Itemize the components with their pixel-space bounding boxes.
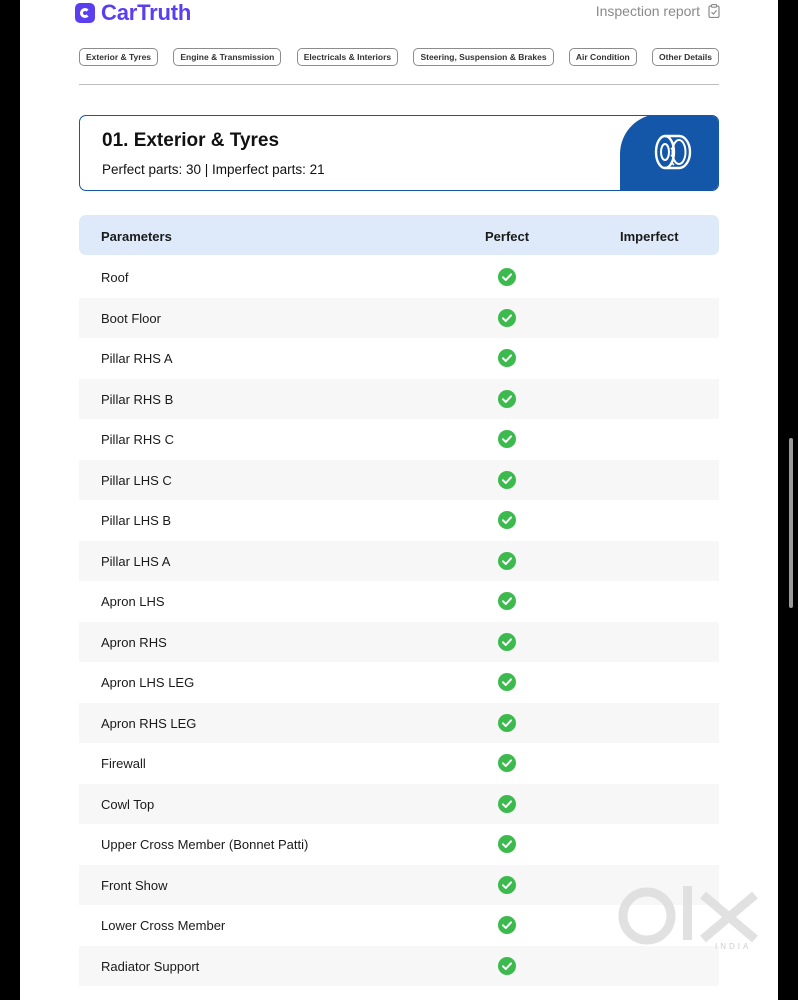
row-label: Apron RHS LEG [101,715,197,731]
check-circle-icon [498,876,516,894]
check-circle-icon [498,349,516,367]
column-header-perfect: Perfect [485,229,530,244]
row-label: Firewall [101,756,146,771]
table-row [79,703,719,744]
row-label: Pillar LHS A [101,553,171,569]
row-label: Apron RHS [101,634,167,650]
clipboard-icon [708,4,720,18]
brand-name: CarTruth [101,0,192,25]
section-header-card [79,115,719,191]
check-circle-icon [498,309,516,327]
row-label: Roof [101,270,129,285]
check-circle-icon [498,592,516,610]
divider [79,84,719,85]
table-row [79,298,719,339]
tab-exterior-tyres[interactable]: Exterior & Tyres [79,48,158,66]
inspection-report-label: Inspection report [595,3,700,19]
check-circle-icon [498,633,516,651]
table-row [79,338,719,379]
check-circle-icon [498,552,516,570]
column-header-parameters: Parameters [101,229,172,244]
brand[interactable] [75,0,191,26]
section-counts: Perfect parts: 30 | Imperfect parts: 21 [102,162,325,177]
row-label: Cowl Top [101,796,155,812]
table-row [79,379,719,420]
section-badge [620,115,719,191]
table-row [79,257,719,298]
row-label: Pillar RHS B [101,391,174,407]
check-circle-icon [498,754,516,772]
tab-engine-transmission[interactable]: Engine & Transmission [173,48,281,66]
inspection-report-link[interactable] [596,3,720,19]
row-label: Apron LHS LEG [101,675,195,690]
cartruth-logo-icon [75,3,95,23]
table-row [79,500,719,541]
table-row [79,622,719,663]
row-label: Lower Cross Member [101,918,226,933]
check-circle-icon [498,390,516,408]
check-circle-icon [498,673,516,691]
table-row [79,784,719,825]
check-circle-icon [498,916,516,934]
section-title: 01. Exterior & Tyres [102,130,280,151]
row-label: Apron LHS [101,594,165,609]
column-header-imperfect: Imperfect [620,229,679,244]
row-label: Upper Cross Member (Bonnet Patti) [101,837,309,852]
row-label: Radiator Support [101,958,200,974]
row-label: Pillar RHS A [101,351,173,366]
table-row [79,824,719,865]
tab-air-condition[interactable]: Air Condition [569,48,637,66]
check-circle-icon [498,430,516,448]
check-circle-icon [498,957,516,975]
tab-electricals-interiors[interactable]: Electricals & Interiors [297,48,398,66]
check-circle-icon [498,714,516,732]
table-row [79,419,719,460]
check-circle-icon [498,795,516,813]
tab-other-details[interactable]: Other Details [652,48,719,66]
check-circle-icon [498,511,516,529]
table-header [79,215,719,255]
section-tabs [79,48,719,66]
row-label: Pillar RHS C [101,432,174,447]
tyre-icon [654,132,692,172]
table-row [79,541,719,582]
watermark-caption: INDIA [715,942,752,951]
check-circle-icon [498,268,516,286]
scrollbar[interactable] [789,438,793,608]
table-row [79,581,719,622]
row-label: Boot Floor [101,310,161,326]
parameters-table [79,257,719,986]
check-circle-icon [498,835,516,853]
report-page [20,0,778,1000]
table-row [79,743,719,784]
row-label: Pillar LHS B [101,513,172,528]
table-row [79,662,719,703]
row-label: Pillar LHS C [101,472,172,488]
tab-steering-suspension-brakes[interactable]: Steering, Suspension & Brakes [413,48,553,66]
check-circle-icon [498,471,516,489]
row-label: Front Show [101,877,168,893]
table-row [79,460,719,501]
